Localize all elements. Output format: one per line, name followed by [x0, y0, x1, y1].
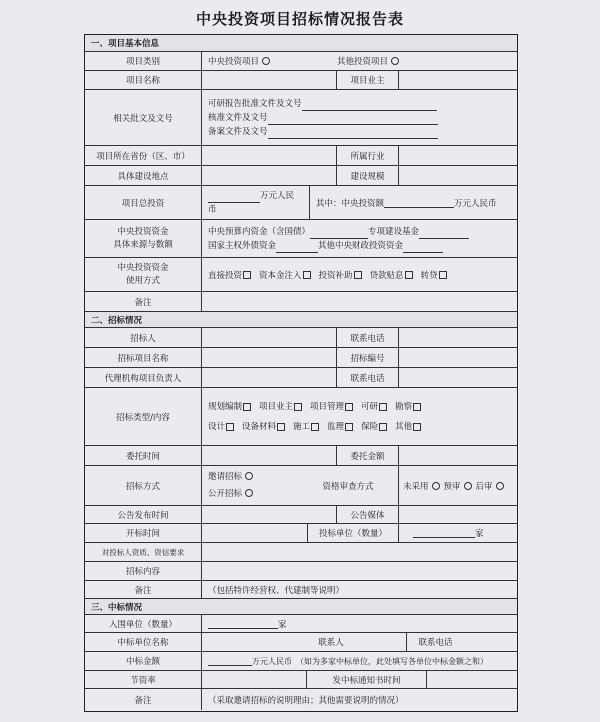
- checkbox[interactable]: [379, 423, 387, 431]
- feasibility-doc-input[interactable]: [302, 101, 437, 111]
- radio-circle[interactable]: [496, 482, 504, 490]
- scope-option[interactable]: [259, 397, 302, 417]
- tender-no-input[interactable]: [398, 348, 517, 367]
- tender-project-label: 招标项目名称: [117, 353, 169, 364]
- saving-row: [85, 670, 517, 688]
- notice-time-label: 发中标通知书时间: [306, 671, 426, 688]
- method-invite-option[interactable]: [208, 469, 253, 486]
- checkbox[interactable]: [379, 403, 387, 411]
- review-none-option[interactable]: [403, 480, 440, 492]
- filing-doc-input[interactable]: [268, 129, 438, 139]
- s1-remarks-row: [85, 291, 517, 311]
- usage-subsidy-label: 投资补助: [318, 270, 353, 281]
- scope-option-label: 项目管理: [310, 401, 345, 412]
- radio-circle[interactable]: [262, 57, 270, 65]
- review-pre-label: 预审: [443, 481, 461, 492]
- radio-circle[interactable]: [432, 482, 440, 490]
- winning-amount-label: 中标金额: [125, 657, 160, 667]
- winner-label: 中标单位名称: [117, 638, 169, 648]
- tender-method-row: [85, 465, 517, 505]
- fund-usage-row: [85, 257, 517, 291]
- scope-option[interactable]: [395, 397, 421, 417]
- winning-amount-note: （如为多家中标单位，此处填写各单位中标金额之和）: [296, 656, 488, 666]
- fund-usage-label: [85, 258, 201, 291]
- review-pre-option[interactable]: [444, 480, 472, 492]
- scale-label: 建设规模: [336, 166, 398, 185]
- scope-option[interactable]: [242, 417, 285, 437]
- shortlist-label: 入围单位（数量）: [108, 619, 177, 630]
- central-investment-unit: 万元人民币: [454, 198, 497, 209]
- total-investment-field[interactable]: [201, 186, 309, 219]
- qualification-input[interactable]: [201, 543, 517, 561]
- tender-scope-options: [201, 388, 517, 445]
- checkbox[interactable]: [413, 423, 421, 431]
- total-investment-unit-b: 币: [208, 204, 217, 215]
- approval-docs-label: 相关批文及文号: [113, 113, 173, 124]
- industry-input[interactable]: [398, 146, 517, 165]
- publish-media-label: 公告媒体: [336, 506, 398, 523]
- open-time-input[interactable]: [201, 524, 307, 542]
- checkbox[interactable]: [354, 271, 362, 279]
- filing-doc-label: 备案文件及文号: [208, 126, 268, 137]
- fund-usage-options: [201, 258, 517, 291]
- fund-foreign-input[interactable]: [276, 243, 318, 253]
- location-row: [85, 145, 517, 165]
- scope-option[interactable]: [327, 417, 353, 437]
- fund-other-input[interactable]: [403, 243, 443, 253]
- scope-option[interactable]: [310, 397, 353, 417]
- fund-source-row: [85, 219, 517, 257]
- site-input[interactable]: [201, 166, 336, 185]
- scope-options-row-1: [208, 397, 429, 417]
- tender-scope-label: 招标类型/内容: [116, 412, 170, 423]
- review-post-label: 后审: [475, 481, 493, 492]
- section-3-header: [85, 598, 517, 614]
- fund-usage-label-line2: 使用方式: [125, 275, 160, 286]
- scope-option[interactable]: [208, 397, 251, 417]
- winner-row: [85, 632, 517, 651]
- tenderer-row: [85, 327, 517, 347]
- fund-source-label: [85, 220, 201, 257]
- industry-label: 所属行业: [336, 146, 398, 165]
- tenderer-phone-label: 联系电话: [336, 328, 398, 347]
- scope-option-label: 项目业主: [259, 401, 294, 412]
- saving-rate-input[interactable]: [201, 671, 306, 688]
- shortlist-field[interactable]: [201, 615, 517, 632]
- entrust-time-input[interactable]: [201, 446, 336, 465]
- approval-doc-input[interactable]: [268, 115, 438, 125]
- section-1-header: [85, 35, 517, 51]
- winner-phone-label: 联系电话: [406, 633, 464, 651]
- checkbox[interactable]: [345, 423, 353, 431]
- report-form: [84, 34, 518, 712]
- entrust-amount-input[interactable]: [398, 446, 517, 465]
- approval-docs-fields: [201, 90, 517, 145]
- checkbox[interactable]: [345, 403, 353, 411]
- usage-subsidy-option[interactable]: [319, 269, 362, 281]
- checkbox[interactable]: [243, 271, 251, 279]
- checkbox[interactable]: [439, 271, 447, 279]
- usage-direct-label: 直接投资: [208, 270, 243, 281]
- scope-option-label: 设计: [208, 421, 226, 432]
- scope-option[interactable]: [208, 417, 234, 437]
- central-option-label: 中央投资项目: [208, 57, 260, 67]
- tender-project-row: [85, 347, 517, 367]
- usage-interest-label: 贷款贴息: [369, 270, 404, 281]
- agent-phone-label: 联系电话: [336, 368, 398, 387]
- qualification-row: [85, 542, 517, 561]
- section-2-header: [85, 311, 517, 327]
- bidders-input[interactable]: [413, 528, 475, 538]
- feasibility-doc-label: 可研报告批准文件及文号: [208, 98, 302, 109]
- usage-loan-option[interactable]: [421, 269, 447, 281]
- checkbox[interactable]: [294, 403, 302, 411]
- central-investment-field[interactable]: [309, 186, 517, 219]
- tenderer-label: 招标人: [130, 333, 156, 344]
- open-time-row: [85, 523, 517, 542]
- fund-special-label: 专项建设基金: [368, 226, 420, 237]
- review-method-label: 资格审查方式: [322, 481, 374, 492]
- total-investment-label: 项目总投资: [121, 198, 165, 209]
- approval-docs-row: [85, 89, 517, 145]
- winner-contact-label: 联系人: [318, 638, 344, 648]
- winner-phone-input[interactable]: [464, 633, 517, 651]
- section-2-title: 二、招标情况: [91, 315, 143, 326]
- method-invite-label: 邀请招标: [208, 471, 243, 482]
- scope-option-label: 可研: [361, 401, 379, 412]
- tenderer-phone-input[interactable]: [398, 328, 517, 347]
- checkbox[interactable]: [405, 271, 413, 279]
- checkbox[interactable]: [303, 271, 311, 279]
- project-owner-label: 项目业主: [336, 71, 398, 89]
- s2-remarks-label: 备注: [134, 585, 152, 596]
- s1-remarks-label: 备注: [134, 297, 152, 308]
- site-label: 具体建设地点: [117, 171, 169, 182]
- total-investment-input[interactable]: [208, 193, 260, 203]
- scope-option[interactable]: [293, 417, 319, 437]
- review-method-options: [398, 466, 517, 505]
- publish-media-input[interactable]: [398, 506, 517, 523]
- scope-option[interactable]: [361, 417, 387, 437]
- project-name-row: [85, 70, 517, 89]
- tender-no-label: 招标编号: [336, 348, 398, 367]
- fund-usage-label-line1: 中央投资资金: [117, 262, 169, 273]
- s2-remarks-row: [85, 580, 517, 598]
- method-open-option[interactable]: [208, 486, 253, 503]
- location-label: 项目所在省份（区、市）: [96, 151, 190, 162]
- radio-circle[interactable]: [464, 482, 472, 490]
- usage-capital-option[interactable]: [259, 269, 311, 281]
- scope-options-row-2: [208, 417, 429, 437]
- agent-label: 代理机构项目负责人: [104, 373, 182, 384]
- checkbox[interactable]: [243, 403, 251, 411]
- winning-amount-field[interactable]: [201, 652, 517, 670]
- project-owner-input[interactable]: [398, 71, 517, 89]
- approval-doc-label: 核准文件及文号: [208, 112, 268, 123]
- winner-input[interactable]: [201, 633, 306, 651]
- other-option-label: 其他投资项目: [337, 57, 389, 67]
- location-input[interactable]: [201, 146, 336, 165]
- tenderer-input[interactable]: [201, 328, 336, 347]
- bidders-unit: 家: [475, 529, 484, 539]
- checkbox[interactable]: [311, 423, 319, 431]
- scale-input[interactable]: [398, 166, 517, 185]
- tender-content-input[interactable]: [201, 562, 517, 580]
- project-type-label: 项目类别: [125, 57, 160, 67]
- s3-remarks-note[interactable]: （采取邀请招标的说明理由；其他需要说明的情况）: [201, 689, 517, 710]
- fund-other-label: 其他中央财政投资资金: [318, 240, 404, 251]
- central-investment-input[interactable]: [384, 198, 454, 208]
- shortlist-row: [85, 614, 517, 632]
- site-row: [85, 165, 517, 185]
- fund-budget-input[interactable]: [310, 229, 368, 239]
- radio-circle[interactable]: [245, 489, 253, 497]
- review-none-label: 未采用: [403, 481, 429, 492]
- radio-circle[interactable]: [245, 472, 253, 480]
- fund-budget-label: 中央预算内资金（含国债）: [208, 226, 311, 237]
- shortlist-unit: 家: [278, 619, 287, 630]
- central-project-option[interactable]: [201, 52, 331, 70]
- scope-option-label: 勘察: [395, 401, 413, 412]
- publish-row: [85, 505, 517, 523]
- s3-remarks-label: 备注: [134, 695, 152, 706]
- bidders-field[interactable]: [398, 524, 517, 542]
- section-3-title: 三、中标情况: [91, 602, 143, 613]
- s1-remarks-input[interactable]: [201, 292, 517, 311]
- winner-contact-input[interactable]: [356, 633, 406, 651]
- usage-loan-label: 转贷: [420, 270, 438, 281]
- qualification-label: 对投标人资质、资信要求: [101, 547, 185, 557]
- entrust-time-label: 委托时间: [125, 451, 160, 462]
- scope-option-label: 施工: [293, 421, 311, 432]
- fund-foreign-label: 国家主权外债资金: [208, 240, 277, 251]
- project-type-row: [85, 51, 517, 70]
- scope-option[interactable]: [361, 397, 387, 417]
- fund-source-label-line2: 具体来源与数额: [113, 239, 173, 250]
- scope-option[interactable]: [395, 417, 421, 437]
- checkbox[interactable]: [226, 423, 234, 431]
- scope-option-label: 监理: [327, 421, 345, 432]
- other-project-option[interactable]: [331, 52, 517, 70]
- total-investment-row: [85, 185, 517, 219]
- checkbox[interactable]: [413, 403, 421, 411]
- review-post-option[interactable]: [476, 480, 504, 492]
- scope-option-label: 其他: [395, 421, 413, 432]
- fund-special-input[interactable]: [419, 229, 469, 239]
- total-investment-unit: 万元人民: [260, 190, 295, 201]
- radio-circle[interactable]: [391, 57, 399, 65]
- scope-option-label: 规划编制: [208, 401, 243, 412]
- tender-scope-row: [85, 387, 517, 445]
- usage-direct-option[interactable]: [208, 269, 251, 281]
- usage-capital-label: 资本金注入: [259, 270, 302, 281]
- tender-method-label: 招标方式: [125, 481, 160, 492]
- open-time-label: 开标时间: [125, 529, 160, 539]
- tender-project-input[interactable]: [201, 348, 336, 367]
- winning-amount-unit: 万元人民币: [252, 656, 292, 666]
- s3-remarks-row: [85, 688, 517, 710]
- scope-option-label: 保险: [361, 421, 379, 432]
- scope-option-label: 设备材料: [242, 421, 277, 432]
- entrust-amount-label: 委托金额: [336, 446, 398, 465]
- section-1-title: 一、项目基本信息: [91, 39, 160, 49]
- s2-remarks-note[interactable]: （包括特许经营权、代建制等说明）: [201, 581, 517, 598]
- shortlist-input[interactable]: [208, 619, 278, 629]
- method-open-label: 公开招标: [208, 488, 243, 499]
- project-name-label: 项目名称: [125, 76, 160, 86]
- fund-source-fields: [201, 220, 517, 257]
- bidders-label: 投标单位（数量）: [307, 524, 398, 542]
- project-name-input[interactable]: [201, 71, 336, 89]
- saving-rate-label: 节资率: [130, 675, 156, 686]
- agent-row: [85, 367, 517, 387]
- usage-interest-option[interactable]: [370, 269, 413, 281]
- entrust-row: [85, 445, 517, 465]
- publish-time-label: 公告发布时间: [117, 510, 169, 521]
- winning-amount-row: [85, 651, 517, 670]
- winning-amount-input[interactable]: [208, 656, 252, 666]
- form-title: 中央投资项目招标情况报告表: [195, 10, 404, 28]
- central-investment-label: 其中：中央投资额: [316, 198, 385, 209]
- checkbox[interactable]: [277, 423, 285, 431]
- agent-input[interactable]: [201, 368, 336, 387]
- tender-content-row: [85, 561, 517, 580]
- tender-method-options: [201, 466, 298, 505]
- tender-content-label: 招标内容: [125, 567, 160, 577]
- notice-time-input[interactable]: [426, 671, 517, 688]
- publish-time-input[interactable]: [201, 506, 336, 523]
- agent-phone-input[interactable]: [398, 368, 517, 387]
- fund-source-label-line1: 中央投资资金: [117, 226, 169, 237]
